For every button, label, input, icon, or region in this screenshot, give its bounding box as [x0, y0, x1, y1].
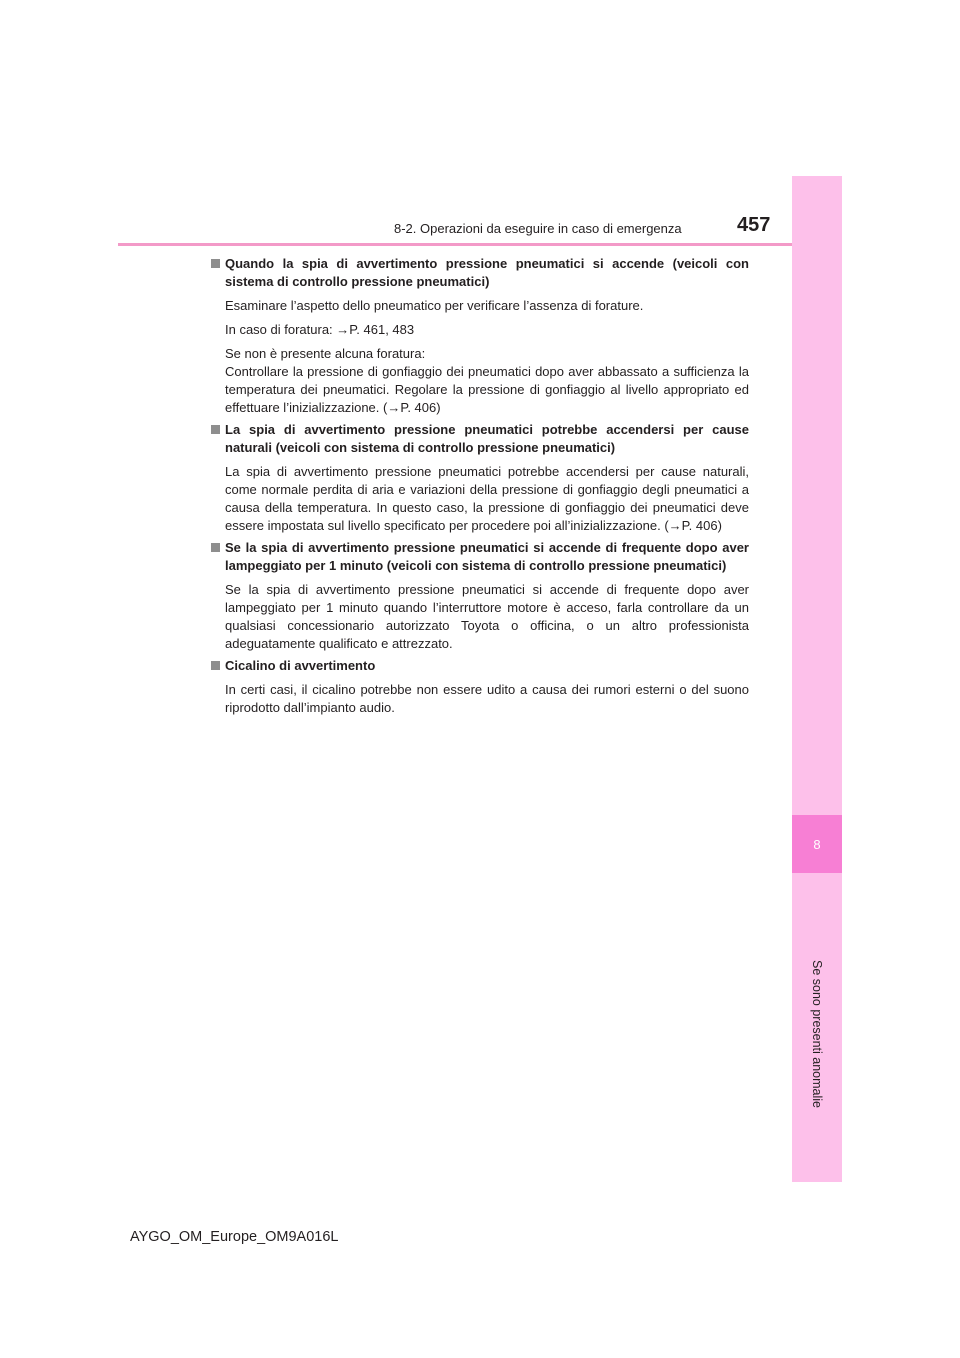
- chapter-number: 8: [813, 836, 821, 852]
- section-warning-buzzer: [211, 657, 749, 717]
- section-paragraph: Se non è presente alcuna foratura: Controllare la pressione di gonfiaggio dei pneumatici dopo aver abbassato a sufficienza la temperatura dei pneumatici. Regolare la pressione di gonfiaggio al livello appropriato ed effettuare l’inizializzazione. (→P. 406): [225, 346, 749, 415]
- page-content: [211, 255, 749, 721]
- section-paragraph: In caso di foratura: →P. 461, 483: [225, 322, 415, 337]
- section-paragraph: Se la spia di avvertimento pressione pneumatici si accende di frequente dopo aver lampeggiato per 1 minuto quando l’interruttore motore è acceso, farla controllare da un qualsiasi concessionario autorizzato Toyota o officina, o un altro professionista adeguatamente qualificato e attrezzato.: [225, 582, 749, 651]
- section-title: Quando la spia di avvertimento pressione pneumatici si accende (veicoli con sistema di controllo pressione pneumatici): [225, 256, 749, 289]
- page-number: 457: [737, 214, 771, 236]
- chapter-label: Se sono presenti anomalie: [810, 959, 824, 1109]
- section-title: Se la spia di avvertimento pressione pneumatici si accende di frequente dopo aver lampeggiato per 1 minuto (veicoli con sistema di controllo pressione pneumatici): [225, 540, 749, 573]
- section-title: Cicalino di avvertimento: [225, 658, 376, 673]
- chapter-number-tab: [792, 815, 842, 873]
- section-paragraph: In certi casi, il cicalino potrebbe non essere udito a causa dei rumori esterni o del suono riprodotto dall’impianto audio.: [225, 682, 749, 715]
- square-bullet-icon: [211, 543, 220, 552]
- square-bullet-icon: [211, 425, 220, 434]
- section-natural-causes: [211, 421, 749, 535]
- square-bullet-icon: [211, 661, 220, 670]
- section-paragraph: La spia di avvertimento pressione pneumatici potrebbe accendersi per cause naturali, come normale perdita di aria e variazioni della pressione di gonfiaggio degli pneumatici a causa della temperatura. In questo caso, la pressione di gonfiaggio dei pneumatici deve essere impostata sul livello specificato per procedere poi all’inizializzazione. (→P. 406): [225, 464, 749, 533]
- section-title: La spia di avvertimento pressione pneumatici potrebbe accendersi per cause naturali (veicoli con sistema di controllo pressione pneumatici): [225, 422, 749, 455]
- header-section-title: 8-2. Operazioni da eseguire in caso di emergenza: [394, 221, 682, 236]
- header-divider: [118, 243, 792, 246]
- square-bullet-icon: [211, 259, 220, 268]
- document-code: AYGO_OM_Europe_OM9A016L: [130, 1229, 339, 1245]
- section-frequent-lighting: [211, 539, 749, 653]
- section-paragraph: Esaminare l’aspetto dello pneumatico per verificare l’assenza di forature.: [225, 298, 644, 313]
- section-tire-warning-light-on: [211, 255, 749, 417]
